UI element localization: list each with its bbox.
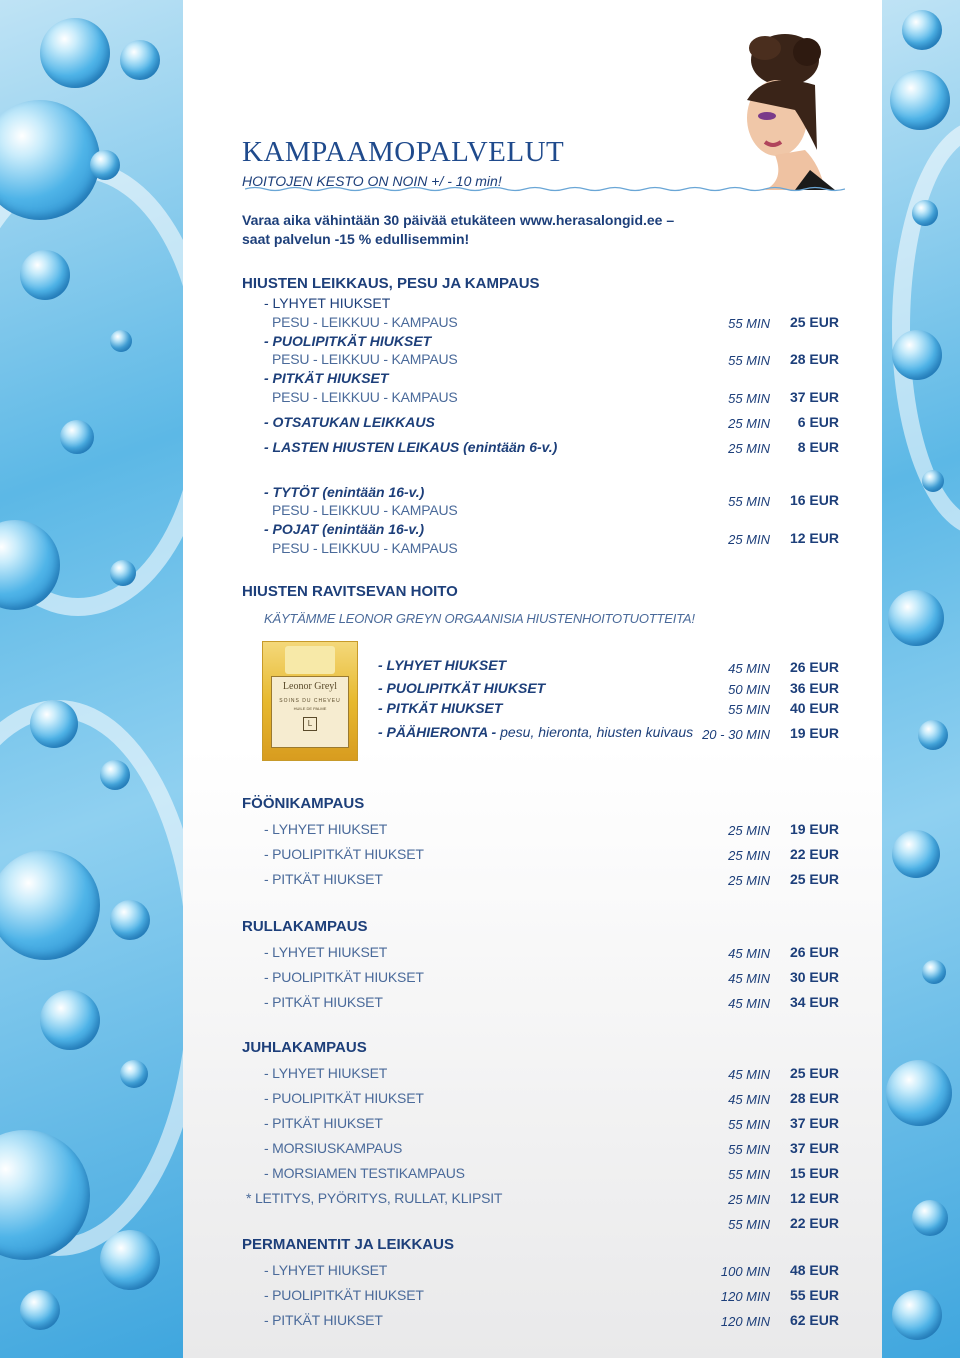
- service-duration: 50 MIN: [728, 682, 770, 697]
- service-name-massage: [378, 724, 693, 740]
- product-name: HUILE DE PALME: [293, 706, 327, 711]
- service-price: 55 EUR: [789, 1287, 839, 1303]
- service-price: 6 EUR: [797, 414, 839, 430]
- service-duration: 120 MIN: [720, 1314, 770, 1329]
- service-duration: 55 MIN: [728, 702, 770, 717]
- service-price: 22 EUR: [789, 1215, 839, 1231]
- service-price: 34 EUR: [789, 994, 839, 1010]
- leonor-greyl-product-image: [262, 641, 358, 761]
- service-price: 37 EUR: [789, 1115, 839, 1131]
- service-duration: 55 MIN: [728, 494, 770, 509]
- service-detail: PESU - LEIKKUU - KAMPAUS: [272, 314, 458, 330]
- service-price: 30 EUR: [789, 969, 839, 985]
- service-price: 37 EUR: [789, 1140, 839, 1156]
- service-duration: 25 MIN: [728, 1192, 770, 1207]
- service-duration: 25 MIN: [728, 823, 770, 838]
- service-duration: 25 MIN: [728, 416, 770, 431]
- service-price: 16 EUR: [789, 492, 839, 508]
- service-duration: 25 MIN: [728, 873, 770, 888]
- service-name: - LYHYET HIUKSET: [264, 1262, 388, 1278]
- service-price: 37 EUR: [789, 389, 839, 405]
- service-price: 62 EUR: [789, 1312, 839, 1328]
- service-detail: PESU - LEIKKUU - KAMPAUS: [272, 351, 458, 367]
- service-duration: 55 MIN: [728, 1142, 770, 1157]
- service-name: - PUOLIPITKÄT HIUKSET: [378, 680, 546, 696]
- product-brand: Leonor Greyl: [282, 681, 338, 692]
- service-name: - LYHYET HIUKSET: [264, 944, 388, 960]
- product-label: SOINS DU CHEVEU: [279, 698, 341, 704]
- service-duration: 55 MIN: [728, 1217, 770, 1232]
- service-duration: 25 MIN: [728, 848, 770, 863]
- service-duration: 45 MIN: [728, 1092, 770, 1107]
- service-price: 25 EUR: [789, 314, 839, 330]
- service-name: - LYHYET HIUKSET: [264, 821, 388, 837]
- service-duration: 55 MIN: [728, 353, 770, 368]
- service-name: - LYHYET HIUKSET: [264, 1065, 388, 1081]
- service-name: * LETITYS, PYÖRITYS, RULLAT, KLIPSIT: [246, 1190, 503, 1206]
- service-price: 36 EUR: [789, 680, 839, 696]
- service-price: 25 EUR: [789, 1065, 839, 1081]
- service-name: - PITKÄT HIUKSET: [264, 871, 383, 887]
- booking-notice-line2: saat palvelun -15 % edullisemmin!: [242, 231, 470, 247]
- service-name: - LASTEN HIUSTEN LEIKAUS (enintään 6-v.): [264, 439, 558, 455]
- product-monogram-icon: L: [303, 717, 317, 731]
- service-duration: 25 MIN: [728, 441, 770, 456]
- service-duration: 55 MIN: [728, 316, 770, 331]
- service-duration: 55 MIN: [728, 391, 770, 406]
- service-price: 8 EUR: [797, 439, 839, 455]
- service-detail: PESU - LEIKKUU - KAMPAUS: [272, 502, 458, 518]
- service-name: - MORSIUSKAMPAUS: [264, 1140, 403, 1156]
- service-price: 26 EUR: [789, 659, 839, 675]
- service-name: - PUOLIPITKÄT HIUKSET: [264, 846, 424, 862]
- service-name: - PUOLIPITKÄT HIUKSET: [264, 969, 424, 985]
- service-duration: 100 MIN: [720, 1264, 770, 1279]
- service-price: 15 EUR: [789, 1165, 839, 1181]
- service-name: - PUOLIPITKÄT HIUKSET: [264, 1287, 424, 1303]
- service-name: - PUOLIPITKÄT HIUKSET: [264, 1090, 424, 1106]
- service-duration: 45 MIN: [728, 661, 770, 676]
- service-duration: 45 MIN: [728, 1067, 770, 1082]
- service-duration: 45 MIN: [728, 946, 770, 961]
- service-price: 19 EUR: [789, 725, 839, 741]
- section-title-festive: JUHLAKAMPAUS: [242, 1039, 367, 1056]
- service-name: - PITKÄT HIUKSET: [264, 1312, 383, 1328]
- service-duration: 20 - 30 MIN: [702, 727, 770, 742]
- massage-label: - PÄÄHIERONTA -: [378, 724, 497, 740]
- service-detail: PESU - LEIKKUU - KAMPAUS: [272, 540, 458, 556]
- left-water-decoration: [0, 0, 183, 1358]
- service-name: - MORSIAMEN TESTIKAMPAUS: [264, 1165, 465, 1181]
- service-price: 26 EUR: [789, 944, 839, 960]
- service-price: 48 EUR: [789, 1262, 839, 1278]
- right-water-decoration: [882, 0, 960, 1358]
- section-title-roller: RULLAKAMPAUS: [242, 918, 368, 935]
- service-duration: 120 MIN: [720, 1289, 770, 1304]
- service-duration: 55 MIN: [728, 1167, 770, 1182]
- service-price: 12 EUR: [789, 1190, 839, 1206]
- service-name: - PUOLIPITKÄT HIUKSET: [264, 333, 432, 349]
- service-name: - LYHYET HIUKSET: [378, 657, 507, 673]
- booking-notice-line1: Varaa aika vähintään 30 päivää etukäteen www.herasalongid.ee –: [242, 212, 675, 228]
- section-title-blowdry: FÖÖNIKAMPAUS: [242, 795, 365, 812]
- model-portrait-image: [725, 30, 840, 190]
- service-name: - POJAT (enintään 16-v.): [264, 521, 424, 537]
- service-price: 40 EUR: [789, 700, 839, 716]
- service-detail: PESU - LEIKKUU - KAMPAUS: [272, 389, 458, 405]
- service-price: 28 EUR: [789, 1090, 839, 1106]
- service-duration: 25 MIN: [728, 532, 770, 547]
- service-duration: 55 MIN: [728, 1117, 770, 1132]
- massage-description: pesu, hieronta, hiusten kuivaus: [496, 724, 694, 740]
- section-title-treatment: HIUSTEN RAVITSEVAN HOITO: [242, 583, 458, 600]
- service-price: 22 EUR: [789, 846, 839, 862]
- service-price: 12 EUR: [789, 530, 839, 546]
- service-name: - OTSATUKAN LEIKKAUS: [264, 414, 435, 430]
- service-name: - LYHYET HIUKSET: [264, 295, 391, 311]
- service-duration: 45 MIN: [728, 971, 770, 986]
- section-title-haircut: HIUSTEN LEIKKAUS, PESU JA KAMPAUS: [242, 275, 540, 292]
- page-title: KAMPAAMOPALVELUT: [242, 136, 565, 168]
- section-title-perm: PERMANENTIT JA LEIKKAUS: [242, 1236, 454, 1253]
- service-price: 25 EUR: [789, 871, 839, 887]
- service-price: 28 EUR: [789, 351, 839, 367]
- service-name: - TYTÖT (enintään 16-v.): [264, 484, 425, 500]
- service-duration: 45 MIN: [728, 996, 770, 1011]
- service-name: - PITKÄT HIUKSET: [264, 1115, 383, 1131]
- service-name: - PITKÄT HIUKSET: [378, 700, 503, 716]
- service-name: - PITKÄT HIUKSET: [264, 994, 383, 1010]
- service-price: 19 EUR: [789, 821, 839, 837]
- service-name: - PITKÄT HIUKSET: [264, 370, 389, 386]
- product-note: KÄYTÄMME LEONOR GREYN ORGAANISIA HIUSTENHOITOTUOTTEITA!: [264, 611, 695, 626]
- duration-note: HOITOJEN KESTO ON NOIN +/ - 10 min!: [242, 173, 502, 189]
